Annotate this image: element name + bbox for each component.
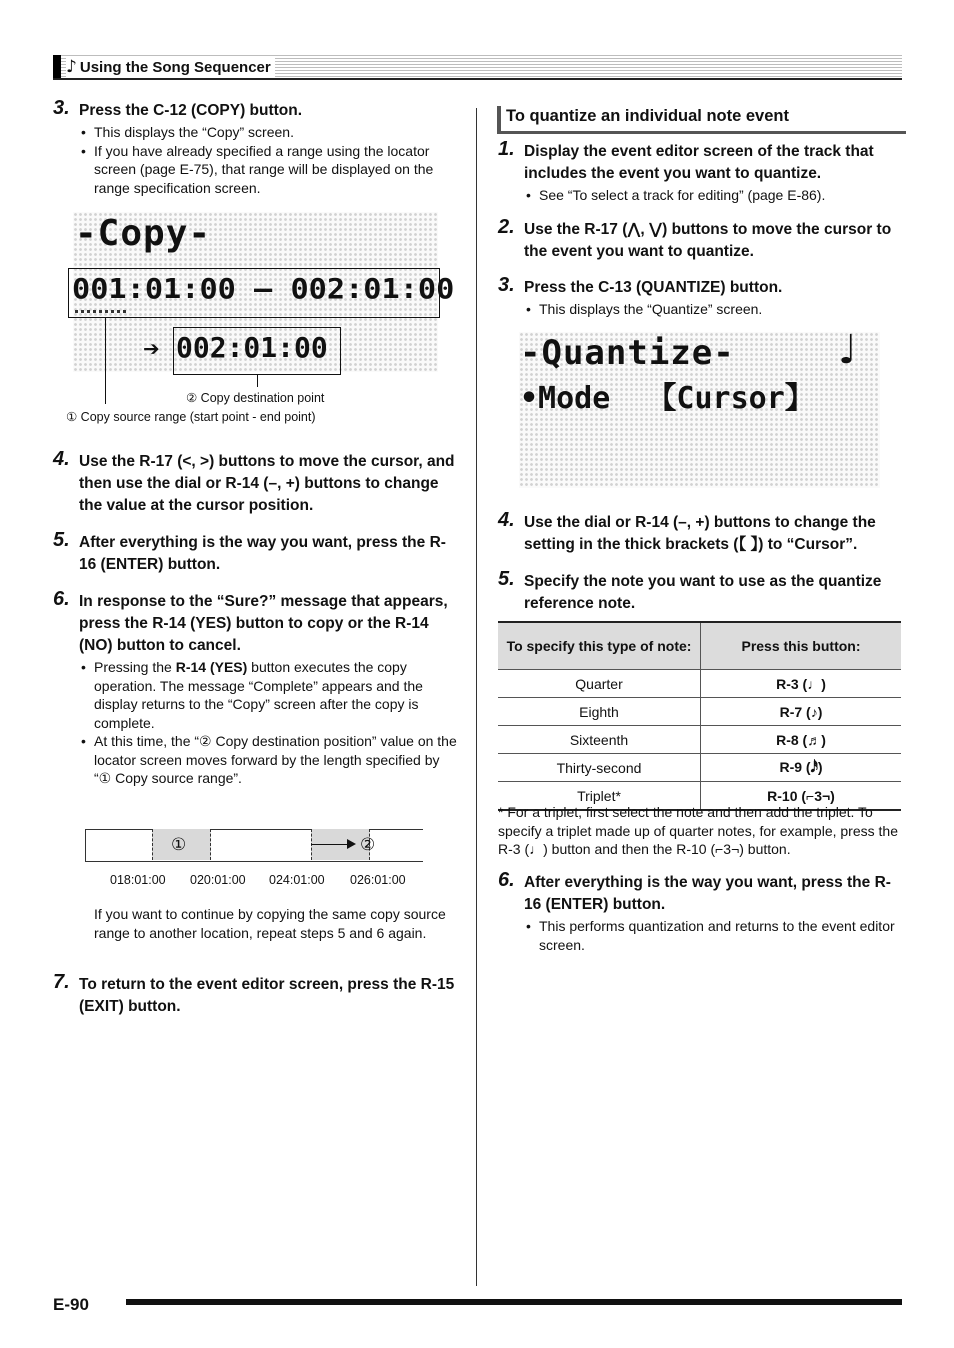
step-text: Press the C-13 (QUANTIZE) button.	[524, 278, 783, 296]
music-note-icon: ♪	[66, 57, 77, 77]
timeline-marker-2: ②	[360, 835, 376, 854]
lcd-copy-range: 001:01:00 — 002:01:00	[72, 272, 455, 305]
step-number: 5.	[53, 529, 70, 551]
bullet: • This displays the “Quantize” screen.	[524, 300, 903, 319]
bullet: • See “To select a track for editing” (page E-86).	[524, 186, 903, 205]
step-number: 4.	[498, 509, 515, 531]
column-divider	[476, 108, 477, 1286]
lcd-copy-title: -Copy-	[75, 213, 212, 254]
left-step3	[53, 97, 458, 197]
timeline-tick: 020:01:00	[190, 873, 246, 887]
bullet: • This displays the “Copy” screen.	[79, 123, 458, 142]
step-text: After everything is the way you want, press the R-16 (ENTER) button.	[79, 534, 446, 573]
step-number: 2.	[498, 215, 515, 238]
step-text: Use the R-17 (<, >) buttons to move the cursor, and then use the dial or R-14 (–, +) buttons to change the value at the cursor position.	[79, 453, 455, 514]
step-text: After everything is the way you want, press the R-16 (ENTER) button.	[524, 874, 891, 913]
lcd-quantize-title: -Quantize-	[520, 333, 735, 373]
table-row: Triplet* R-10 (⌐3¬)	[498, 782, 901, 811]
timeline-marker-1: ①	[171, 835, 187, 854]
step-text: Press the C-12 (COPY) button.	[79, 102, 303, 119]
step-number: 3.	[53, 97, 70, 119]
note-button-table	[498, 621, 901, 811]
bullet: • Pressing the R-14 (YES) button executes the copy operation. The message “Complete” appears and the display returns to the “Copy” screen after the copy is complete.	[79, 658, 458, 732]
step-text: Display the event editor screen of the track that includes the event you want to quantize.	[524, 143, 874, 182]
step-number: 5.	[498, 568, 515, 590]
step-text: Use the dial or R-14 (–, +) buttons to change the setting in the thick brackets (【 】) to “Cursor”.	[524, 514, 876, 553]
timeline-arrow-line	[311, 844, 349, 845]
section-header	[66, 57, 275, 77]
table-header: To specify this type of note:	[498, 622, 701, 670]
step-text: Specify the note you want to use as the quantize reference note.	[524, 573, 882, 612]
callout-line-2	[257, 374, 258, 387]
step-text: To return to the event editor screen, press the R-15 (EXIT) button.	[79, 976, 455, 1015]
left-step7	[53, 971, 458, 1018]
header-title: Using the Song Sequencer	[79, 59, 271, 76]
lcd-quantize-mode: •Mode 【Cursor】	[520, 381, 815, 416]
footnote: * For a triplet, first select the note and then add the triplet. To specify a triplet made up of quarter notes, for example, press the R-3 (♩) button and then the R-10 (⌐3¬) button.	[498, 804, 898, 857]
right-step6	[498, 869, 903, 954]
table-row: Quarter R-3 (♩)	[498, 670, 901, 698]
step-text: In response to the “Sure?” message that appears, press the R-14 (YES) button to copy or the R-14 (NO) button to cancel.	[79, 593, 448, 654]
lcd-arrow: ➔	[143, 332, 160, 365]
timeline-tick: 026:01:00	[350, 873, 406, 887]
section-heading-box	[497, 106, 906, 134]
footer-rule	[126, 1299, 902, 1305]
label-copy-destination: ② Copy destination point	[186, 391, 325, 405]
step-number: 3.	[498, 273, 515, 296]
table-header: Press this button:	[701, 622, 902, 670]
step-number: 1.	[498, 138, 515, 160]
lcd-copy-dest: 002:01:00	[176, 331, 328, 364]
step-number: 6.	[498, 869, 515, 891]
quarter-note-icon: ♩	[838, 327, 857, 373]
header-marker	[53, 55, 61, 79]
section-heading: To quantize an individual note event	[506, 107, 789, 125]
timeline-tick: 024:01:00	[269, 873, 325, 887]
table-header-row	[498, 622, 901, 670]
right-steps-1-3	[498, 138, 903, 318]
right-steps-4-5	[498, 509, 903, 615]
table-row: Eighth R-7 (♪)	[498, 698, 901, 726]
timeline-arrow-head	[347, 839, 356, 849]
header-bottom-rule	[53, 78, 902, 80]
bullet: • This performs quantization and returns to the event editor screen.	[524, 917, 903, 954]
callout-line-1	[105, 318, 106, 404]
left-steps-4-6	[53, 448, 458, 788]
bullet: • At this time, the “② Copy destination position” value on the locator screen moves forward by the length specified by “① Copy source range”.	[79, 732, 458, 788]
continue-note: If you want to continue by copying the same copy source range to another location, repeat steps 5 and 6 again.	[94, 906, 446, 941]
page-number: E-90	[53, 1295, 89, 1314]
label-copy-source: ① Copy source range (start point - end point)	[66, 410, 316, 424]
bullet: • If you have already specified a range using the locator screen (page E-75), that range will be displayed on the range specification screen.	[79, 142, 458, 198]
cursor-underline	[75, 310, 127, 313]
step-number: 6.	[53, 588, 70, 610]
step-text: Use the R-17 (⋀, ⋁) buttons to move the cursor to the event you want to quantize.	[524, 220, 892, 260]
timeline-tick: 018:01:00	[110, 873, 166, 887]
table-row: Thirty-second R-9 (𝅘𝅥𝅰)	[498, 754, 901, 782]
step-number: 7.	[53, 971, 70, 993]
step-number: 4.	[53, 448, 70, 470]
table-row: Sixteenth R-8 (♬)	[498, 726, 901, 754]
